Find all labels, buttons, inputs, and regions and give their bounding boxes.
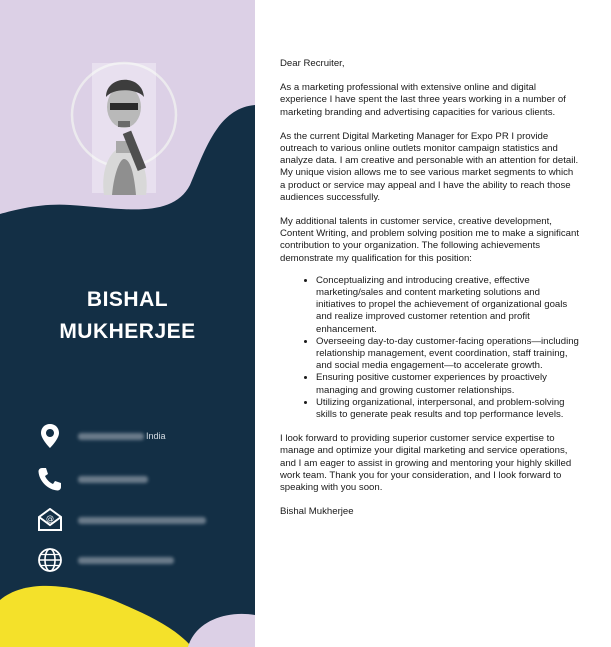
achievement-item: • Conceptualizing and introducing creative, effective marketing/sales and content marketing solutions and initiatives to propel the achievement of organizational goals and realize improved customer retention and profit enhancement. [316, 275, 580, 336]
location-pin-icon [36, 422, 64, 450]
paragraph-talents: My additional talents in customer service, creative development, Content Writing, and problem solving position me to make a significant contribution to your organization. The following achievements demonstrate my qualification for this position: [280, 216, 579, 264]
achievement-item: • Overseeing day-to-day customer-facing operations—including relationship management, event coordination, staff training, and social media engagement—to accelerate growth. [316, 336, 580, 373]
name-line-last: MUKHERJEE [59, 320, 196, 343]
achievement-item: • Ensuring positive customer experiences by proactively managing and growing customer relationships. [316, 372, 580, 396]
candidate-name [0, 284, 255, 348]
website-redacted [78, 557, 174, 564]
lavender-corner-shape [188, 614, 255, 647]
phone-redacted [78, 476, 148, 483]
location-redacted [78, 433, 144, 440]
globe-icon [36, 546, 64, 574]
letter-body [280, 58, 580, 519]
location-country: India [146, 431, 166, 441]
contact-phone [36, 464, 236, 494]
profile-photo [64, 55, 184, 195]
contact-location [36, 421, 236, 451]
sidebar [0, 0, 255, 647]
svg-text:@: @ [46, 514, 54, 523]
email-redacted [78, 517, 206, 524]
greeting: Dear Recruiter, [280, 58, 345, 69]
email-envelope-icon [36, 506, 64, 534]
paragraph-intro: As a marketing professional with extensive online and digital experience I have spent the last three years working in a number of marketing branding and advertising capacities for various clients. [280, 82, 566, 118]
name-line-first: BISHAL [86, 288, 169, 311]
phone-icon [36, 465, 64, 493]
paragraph-current-role: As the current Digital Marketing Manager for Expo PR I provide outreach to various online outlets monitor campaign statistics and analyze data. I am creative and personable with an attention for detail. My unique vision allows me to see various market segments to which a product or service may appeal and I have the ability to reach those audiences successfully. [280, 130, 579, 203]
paragraph-closing: I look forward to providing superior customer service expertise to manage and optimize your digital marketing and service operations, and I am eager to assist in growing and mentoring your highly skilled work team. Thank you for your consideration, and I look forward to speaking with you soon. [280, 433, 572, 494]
contact-website [36, 545, 236, 575]
contact-email [36, 505, 236, 535]
yellow-blob-shape [0, 586, 192, 647]
achievements-list [280, 275, 580, 421]
achievement-item: • Utilizing organizational, interpersonal, and problem-solving skills to generate peak results and top performance levels. [316, 397, 580, 421]
signature: Bishal Mukherjee [280, 506, 354, 518]
